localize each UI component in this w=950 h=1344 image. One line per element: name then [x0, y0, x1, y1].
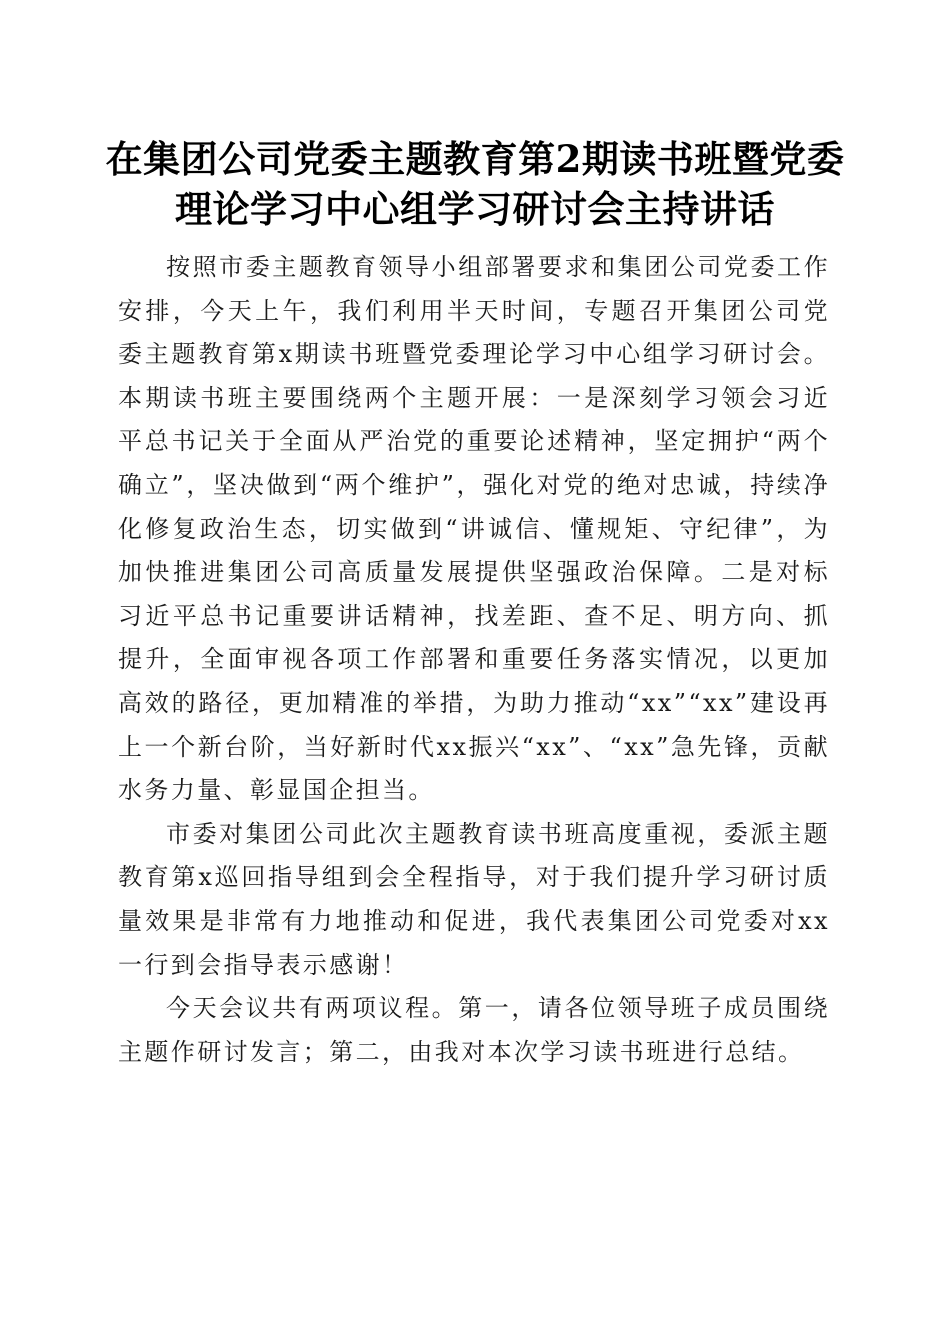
- paragraph-3: 今天会议共有两项议程。第一，请各位领导班子成员围绕主题作研讨发言；第二，由我对本次学习读书班进行总结。: [118, 994, 830, 1066]
- document-body: [118, 246, 830, 1074]
- paragraph-1: 按照市委主题教育领导小组部署要求和集团公司党委工作安排，今天上午，我们利用半天时间，专题召开集团公司党委主题教育第x期读书班暨党委理论学习中心组学习研讨会。本期读书班主要围绕两个主题开展：一是深刻学习领会习近平总书记关于全面从严治党的重要论述精神，坚定拥护“两个确立”，坚决做到“两个维护”，强化对党的绝对忠诚，持续净化修复政治生态，切实做到“讲诚信、懂规矩、守纪律”，为加快推进集团公司高质量发展提供坚强政治保障。二是对标习近平总书记重要讲话精神，找差距、查不足、明方向、抓提升，全面审视各项工作部署和重要任务落实情况，以更加高效的路径，更加精准的举措，为助力推动“xx”“xx”建设再上一个新台阶，当好新时代xx振兴“xx”、“xx”急先锋，贡献水务力量、彰显国企担当。: [118, 253, 830, 805]
- paragraph-2: 市委对集团公司此次主题教育读书班高度重视，委派主题教育第x巡回指导组到会全程指导，对于我们提升学习研讨质量效果是非常有力地推动和促进，我代表集团公司党委对xx一行到会指导表示感谢！: [118, 819, 830, 979]
- title-line-2: 理论学习中心组学习研讨会主持讲话: [175, 187, 775, 231]
- title-line-1: 在集团公司党委主题教育第2期读书班暨党委: [105, 137, 845, 181]
- document-title: [100, 134, 850, 234]
